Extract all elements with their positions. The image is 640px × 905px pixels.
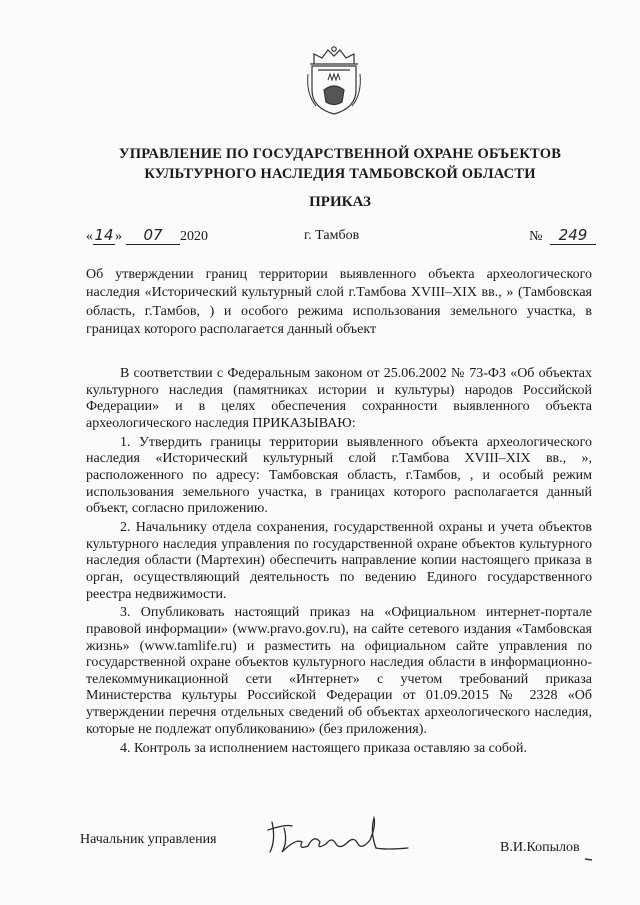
item-1: 1. Утвердить границы территории выявленного объекта археологического наследия «Исторический культурный слой г.Тамбова XVIII–XIX вв., », расположенного по адресу: Тамбовская область, г.Тамбов, , и особый режим использования земельного участка, в границах которого располагается данный объект, согласно приложению. bbox=[86, 434, 592, 517]
item-4: 4. Контроль за исполнением настоящего приказа оставляю за собой. bbox=[120, 740, 528, 756]
date-month-field bbox=[126, 228, 180, 245]
number-field bbox=[550, 228, 596, 245]
scan-mark bbox=[584, 856, 594, 862]
order-title: Об утверждении границ территории выявленного объекта археологического наследия «Исторический культурный слой г.Тамбова XVIII–XIX вв., » (Тамбовская область, г.Тамбов, ) и особого режима использования земельного участка, в границах которого располагается данный объект bbox=[86, 267, 592, 338]
date-year: 2020 bbox=[180, 229, 208, 244]
coat-of-arms-emblem bbox=[304, 44, 364, 118]
preamble: В соответствии с Федеральным законом от 25.06.2002 № 73-ФЗ «Об объектах культурного наследия (памятниках истории и культуры) народов Российской Федерации» и в целях обеспечения сохранности выявленного объекта археологического наследия ПРИКАЗЫВАЮ: bbox=[86, 366, 592, 431]
date-day: 14 bbox=[94, 226, 114, 244]
org-line-2: КУЛЬТУРНОГО НАСЛЕДИЯ ТАМБОВСКОЙ ОБЛАСТИ bbox=[144, 166, 536, 182]
quote-open: « bbox=[86, 229, 93, 244]
item-3: 3. Опубликовать настоящий приказ на «Официальном интернет-портале правовой информации» (www.pravo.gov.ru), на сайте сетевого издания «Тамбовская жизнь» (www.tamlife.ru) и разместить на официальном сайте управления по государственной охране объектов культурного наследия области в информационно-телекоммуникационной сети «Интернет» с учетом требований приказа Министерства культуры Российской Федерации от 01.09.2015 № 2328 «Об утверждении перечня отдельных сведений об объектах археологического наследия, которые не подлежат опубликованию» (без приложения). bbox=[86, 605, 592, 737]
handwritten-signature bbox=[262, 812, 422, 858]
number-value: 249 bbox=[558, 226, 588, 244]
signatory-name: В.И.Копылов bbox=[500, 840, 580, 855]
org-line-1: УПРАВЛЕНИЕ ПО ГОСУДАРСТВЕННОЙ ОХРАНЕ ОБЪЕКТОВ bbox=[118, 146, 562, 162]
item-2: 2. Начальнику отдела сохранения, государственной охраны и учета объектов культурного наследия управления по государственной охране объектов культурного наследия области (Мартехин) обеспечить направление копии настоящего приказа в орган, осуществляющий деятельность по ведению Единого государственного реестра недвижимости. bbox=[86, 520, 592, 602]
organization-name bbox=[60, 144, 620, 184]
city: г. Тамбов bbox=[304, 228, 360, 243]
number-sign: № bbox=[529, 229, 543, 244]
date-day-field bbox=[93, 228, 115, 245]
date-month: 07 bbox=[143, 226, 163, 244]
quote-close: » bbox=[115, 229, 122, 244]
date-number-row bbox=[86, 228, 596, 250]
document-type: ПРИКАЗ bbox=[309, 194, 371, 210]
order-body bbox=[86, 366, 592, 757]
signatory-role: Начальник управления bbox=[80, 832, 217, 847]
order-date bbox=[86, 228, 208, 245]
order-number bbox=[529, 228, 596, 245]
